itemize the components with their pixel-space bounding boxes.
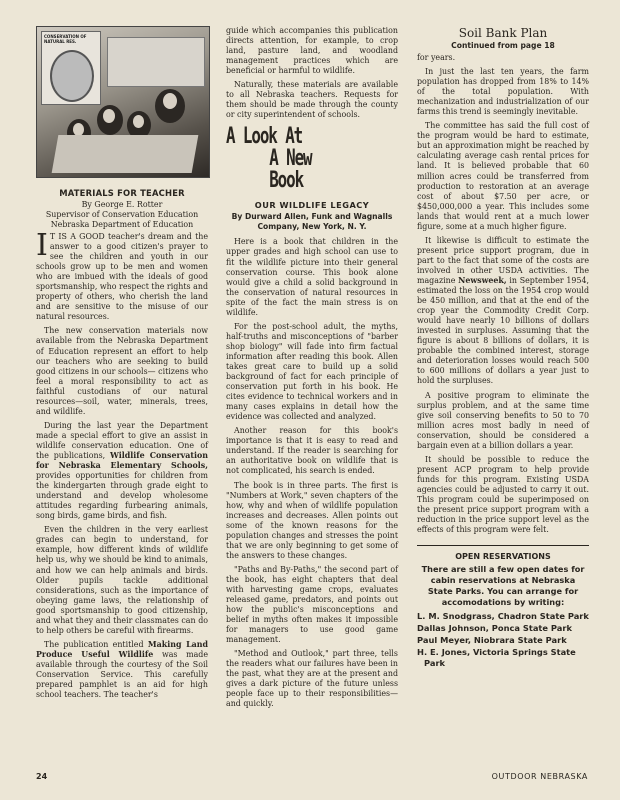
paragraph: During the last year the Department made a special effort to give an assist in wildlife conservation education. One of the publications, Wildlife Conservation for Nebraska Elementary Schools, provides opportunities for children from the kindergarten through grade eight to understand and develop wholesome attitudes regarding furbearing animals, song birds, game birds, and fish. <box>36 420 208 521</box>
column-right <box>417 26 589 670</box>
paragraph: T IS A GOOD teacher's dream and the answer to a good citizen's prayer to see the children and youth in our schools grow up to be men and women who are imbued with the ideals of good sportsmanship, who respect the rights and property of others, who cherish the land and are sensitive to the misuse of our natural resources. <box>36 232 208 322</box>
paragraph: "Paths and By-Paths," the second part of the book, has eight chapters that deal with harvesting game crops, evaluates released game, predators, and points out how the public's misconceptions and belief in myths often makes it impossible for managers to use good game management. <box>226 564 398 645</box>
author-role: Supervisor of Conservation Education <box>45 210 199 219</box>
classroom-photo <box>36 26 210 178</box>
paragraph: A positive program to eliminate the surplus problem, and at the same time give soil conserving benefits to 50 to 70 million acres most badly in need of conservation, should be considered a bargain even at a billion dollars a year. <box>417 390 589 450</box>
paragraph: It likewise is difficult to estimate the present price support program, due in part to the fact that some of the costs are involved in other USDA activities. The magazine Newsweek, in September 1954, estimated the loss on the 1954 crop would be 450 million, and that at the end of the crop year the Commodity Credit Corp. would have nearly 10 billions of dollars invested in surpluses. Assuming that the figure is about 8 billions of dollars, it is probable the combined interest, storage and deterioration losses would reach 500 to 600 millions of dollars a year just to hold the surpluses. <box>417 235 589 386</box>
paragraph: It should be possible to reduce the present ACP program to help provide funds for this program. Existing USDA agencies could be adjusted to carry it out. This program could be superimposed on the present price support program with a reduction in the price support level as the effects of this program were felt. <box>417 454 589 535</box>
paragraph: The book is in three parts. The first is "Numbers at Work," seven chapters of the how, why and when of wildlife population increases and decreases. Allen points out some of the known reasons for the population changes and stresses the point that we are only beginning to get some of the answers to these changes. <box>226 480 398 560</box>
article-title: Soil Bank Plan <box>458 26 548 40</box>
drop-cap: I <box>36 228 48 263</box>
reservations-intro: There are still a few open dates for cabin reservations at Nebraska State Parks. You can arrange for accomodations by writing: <box>421 564 585 608</box>
column-middle <box>226 26 398 714</box>
page-number: 24 <box>36 772 48 781</box>
poster-text: CONSERVATION OF NATURAL RES. <box>44 34 87 44</box>
list-item: L. M. Snodgrass, Chadron State Park <box>417 611 589 622</box>
divider <box>417 545 589 546</box>
list-item: Paul Meyer, Niobrara State Park <box>417 635 567 646</box>
paragraph: For the post-school adult, the myths, half-truths and misconceptions of "barber shop biology" will fade into firm factual information after reading this book. Allen takes great care to build up a solid background of fact for each principle of conservation put forth in his book. He cites evidence to technical workers and in many cases explains in detail how the evidence was collected and analyzed. <box>226 321 398 422</box>
continued-note: Continued from page 18 <box>451 41 555 50</box>
reservations-title: OPEN RESERVATIONS <box>455 552 551 562</box>
paragraph: Naturally, these materials are available to all Nebraska teachers. Requests for them should be made through the county or city superintendent of schools. <box>226 80 398 120</box>
book-byline: By Durward Allen, Funk and Wagnalls Company, New York, N. Y. <box>231 212 393 231</box>
paragraph: Another reason for this book's importance is that it is easy to read and understand. If the reader is searching for an authoritative book on wildlife that is not complicated, his search is ended. <box>226 426 398 476</box>
paragraph: Even the children in the very earliest grades can begin to understand, for example, how different kinds of wildlife help us, why we should be kind to animals, and how we can help animals and birds. Older pupils tackle additional considerations, such as the importance of obeying game laws, the relationship of good sportsmanship to good citizenship, and what they and their classmates can do to help others be careful with firearms. <box>36 525 208 635</box>
column-left <box>36 26 208 704</box>
conservation-poster <box>41 31 101 105</box>
paragraph: The committee has said the full cost of the program would be hard to estimate, but an approximation might be reached by calculating average cash rental prices for land. It is believed probable that 60 million acres could be transferred from production to restoration at an average cost of about $7.50 per acre, or $450,000,000 a year. This includes some lands that would rent at a much lower figure, some at a much higher figure. <box>417 121 589 231</box>
paragraph: guide which accompanies this publication directs attention, for example, to crop land, pasture land, and woodland management practices which are beneficial or harmful to wildlife. <box>226 26 398 76</box>
article-title: MATERIALS FOR TEACHER <box>59 188 185 198</box>
magazine-name: OUTDOOR NEBRASKA <box>491 772 588 781</box>
book-title: OUR WILDLIFE LEGACY <box>254 200 370 211</box>
bulletin-board <box>107 37 205 87</box>
paragraph: The new conservation materials now available from the Nebraska Department of Education represent an effort to help our teachers who are seeking to build good citizens in our schools— citizens who feel a moral responsibility to act as faithful custodians of our natural resources—soil, water, minerals, trees, and wildlife. <box>36 326 208 416</box>
paragraph: "Method and Outlook," part three, tells the readers what our failures have been in the past, what they are at the present and gives a dark picture of the future unless people face up to their responsibilities—and quickly. <box>226 649 398 709</box>
classroom-table <box>52 135 199 173</box>
byline: By George E. Rotter <box>81 200 163 209</box>
paragraph: for years. <box>417 53 456 62</box>
author-department: Nebraska Department of Education <box>50 220 194 229</box>
list-item: H. E. Jones, Victoria Springs State Park <box>417 647 576 669</box>
book-headline: A Look At A New Book <box>226 124 312 194</box>
paragraph: Here is a book that children in the upper grades and high school can use to fit the wildlife picture into their general conservation course. This book alone would give a child a solid background in the conservation of natural resources in spite of the fact the main stress is on wildlife. <box>226 237 398 317</box>
paragraph: The publication entitled Making Land Produce Useful Wildlife was made available through the courtesy of the Soil Conservation Service. This carefully prepared pamphlet is an aid for high school teachers. The teacher's <box>36 639 209 700</box>
list-item: Dallas Johnson, Ponca State Park <box>417 623 572 634</box>
paragraph: In just the last ten years, the farm population has dropped from 18% to 14% of the total population. With mechanization and industrialization of our farms this trend is seemingly inevitable. <box>417 67 589 117</box>
